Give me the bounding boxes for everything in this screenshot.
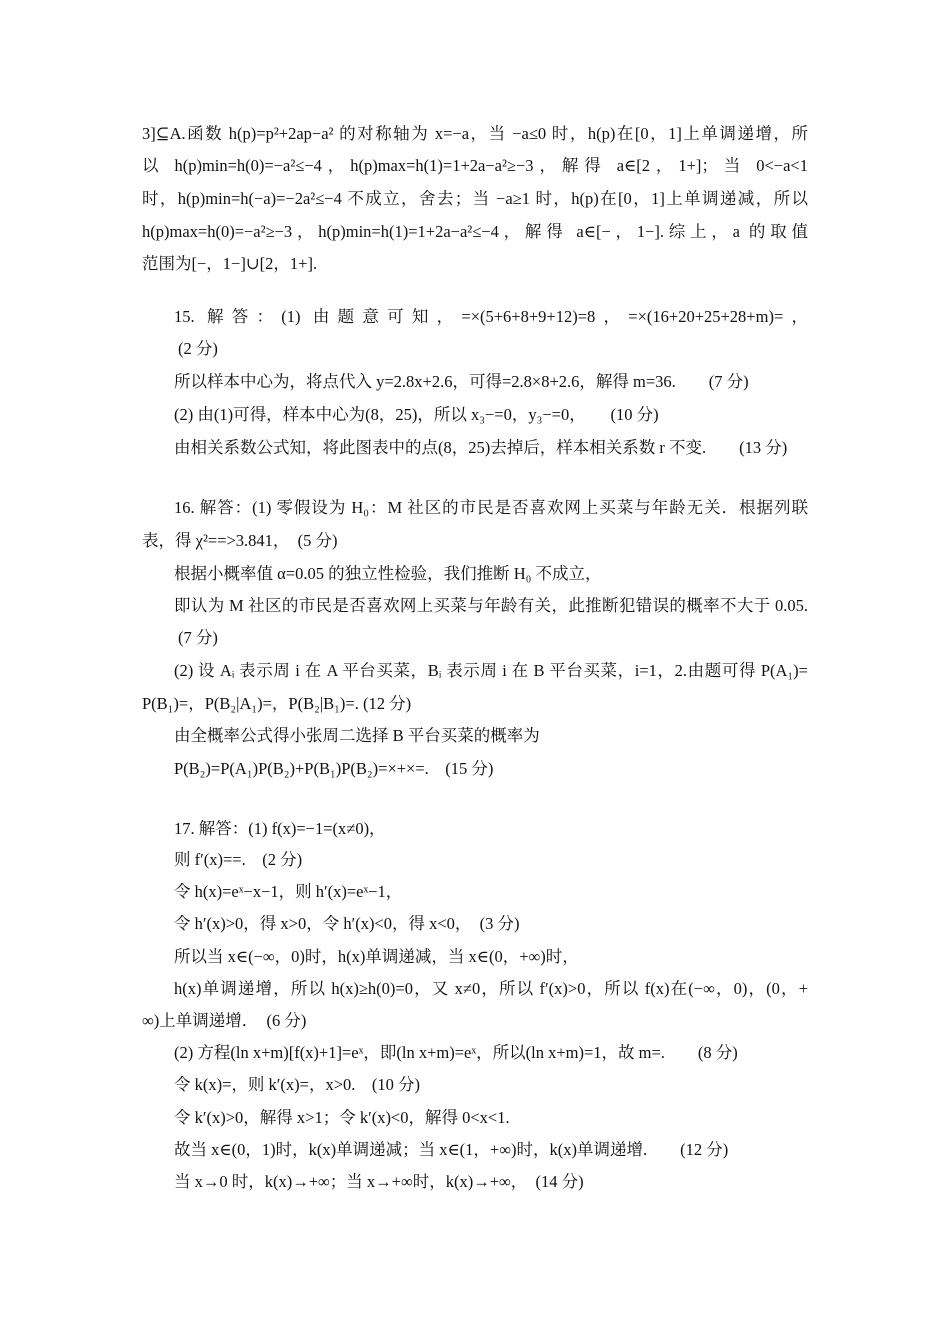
text-line: 令 h′(x)>0，得 x>0，令 h′(x)<0，得 x<0， (3 分) (174, 914, 520, 933)
text-line: 令 h(x)=eˣ−x−1，则 h′(x)=eˣ−1， (174, 882, 403, 901)
text-line: ∞)上单调递增． (6 分) (142, 1011, 307, 1030)
text-line: 时，h(p)min=h(−a)=−2a²≤−4 不成立，舍去；当 −a≥1 时，h(p)在[0，1]上单调递减，所以 (142, 189, 808, 208)
text-line: (2) 设 Aᵢ 表示周 i 在 A 平台买菜，Bᵢ 表示周 i 在 B 平台买菜，i=1，2.由题可得 P(A₁)= (174, 661, 808, 680)
text-line: 3]⊆A.函数 h(p)=p²+2ap−a² 的对称轴为 x=−a，当 −a≤0 时，h(p)在[0，1]上单调递增，所 (142, 124, 808, 143)
text-line: 范围为[−，1−]∪[2，1+]. (142, 254, 318, 273)
text-line: 根据小概率值 α=0.05 的独立性检验，我们推断 H₀ 不成立， (174, 564, 602, 583)
text-line: P(B₁)=，P(B₂|A₁)=，P(B₂|B₁)=. (12 分) (142, 694, 412, 713)
text-line: 令 k′(x)>0，解得 x>1；令 k′(x)<0，解得 0<x<1. (174, 1108, 510, 1127)
text-line: 故当 x∈(0，1)时，k(x)单调递减；当 x∈(1，+∞)时，k(x)单调递增. (12 分) (174, 1140, 729, 1159)
text-line: (2) 由(1)可得，样本中心为(8，25)，所以 x₃−=0，y₃−=0， (10 分) (174, 405, 659, 424)
score-note: (2 分) (178, 339, 218, 358)
text-line: 所以当 x∈(−∞，0)时，h(x)单调递减，当 x∈(0，+∞)时， (174, 947, 579, 966)
problem-17-heading: 17. 解答：(1) f(x)=−1=(x≠0)， (174, 819, 386, 838)
text-line: 当 x→0 时，k(x)→+∞；当 x→+∞时，k(x)→+∞， (14 分) (174, 1172, 584, 1191)
text-line: 表，得 χ²==>3.841， (5 分) (142, 531, 338, 550)
text-line: 所以样本中心为，将点代入 y=2.8x+2.6，可得=2.8×8+2.6，解得 m=36. (7 分) (174, 372, 749, 391)
score-note: (7 分) (178, 628, 218, 647)
problem-16-heading: 16. 解答：(1) 零假设为 H₀：M 社区的市民是否喜欢网上买菜与年龄无关．根据列联 (174, 498, 808, 517)
text-line: h(p)max=h(0)=−a²≥−3，h(p)min=h(1)=1+2a−a²≤−4，解得 a∈[−，1−].综上，a 的取值 (142, 222, 808, 241)
text-line: 令 k(x)=，则 k′(x)=，x>0. (10 分) (174, 1075, 420, 1094)
text-line: P(B₂)=P(A₁)P(B₂)+P(B₁)P(B₂)=×+×=. (15 分) (174, 759, 494, 778)
text-line: 以 h(p)min=h(0)=−a²≤−4，h(p)max=h(1)=1+2a−a²≥−3，解得 a∈[2，1+]；当 0<−a<1 (142, 156, 808, 175)
text-line: 由全概率公式得小张周二选择 B 平台买菜的概率为 (174, 726, 540, 745)
text-line: 则 f′(x)==. (2 分) (174, 850, 303, 869)
text-line: 由相关系数公式知，将此图表中的点(8，25)去掉后，样本相关系数 r 不变. (13 分) (174, 438, 788, 457)
text-line: h(x)单调递增，所以 h(x)≥h(0)=0，又 x≠0，所以 f′(x)>0，所以 f(x)在(−∞，0)，(0，+ (174, 979, 808, 998)
problem-15-heading: 15. 解答：(1) 由题意可知，=×(5+6+8+9+12)=8，=×(16+20+25+28+m)=， (174, 307, 808, 326)
text-line: (2) 方程(ln x+m)[f(x)+1]=eˣ，即(ln x+m)=eˣ，所以(ln x+m)=1，故 m=. (8 分) (174, 1043, 738, 1062)
text-line: 即认为 M 社区的市民是否喜欢网上买菜与年龄有关，此推断犯错误的概率不大于 0.05. (174, 596, 808, 615)
